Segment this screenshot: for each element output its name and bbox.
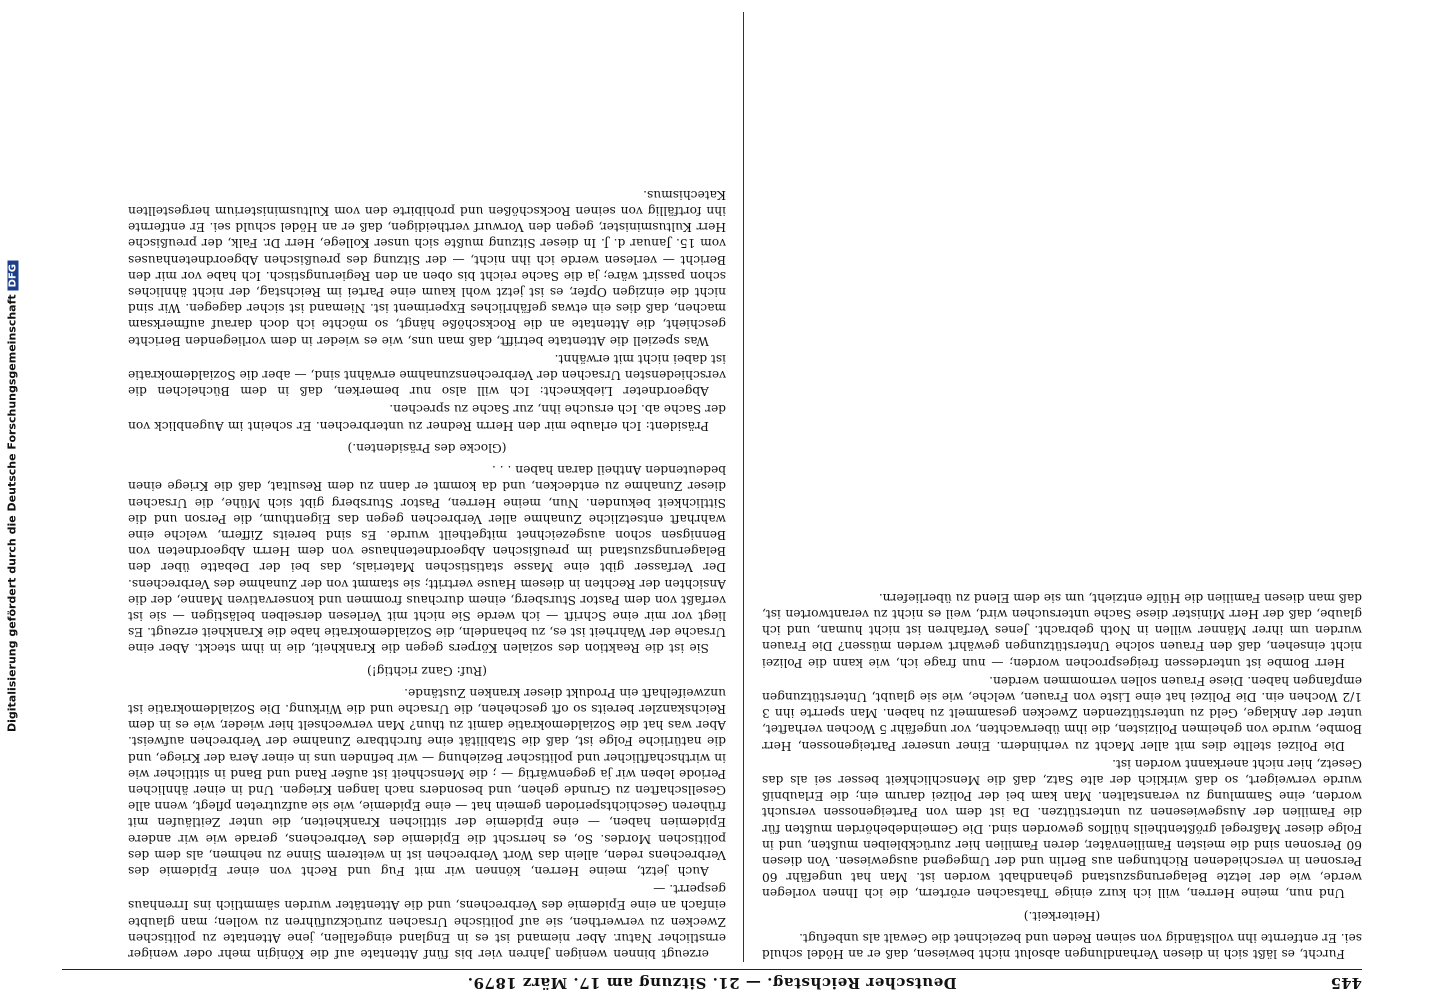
page-header [62,969,1362,992]
paragraph: Abgeordneter Liebknecht: Ich will also nur bemerken, daß in dem Büchelchen die verschiedensten Ursachen der Verbrechenszunahme erwähnt sind, — aber die Sozialdemokratie ist dabei nicht mit erwähnt. [128,351,726,399]
dfg-logo: DFG [8,261,19,290]
paragraph: Die Polizei stellte dies mit aller Macht zu verhindern. Einer unserer Parteigenossen, Herr Bombe, wurde von geheimen Polizisten, die ihm überwachten, vor ungefähr 5 Wochen verhaftet, unter der Anklage, Geld zu unterstützenden Zwecken gesammelt zu haben. Man sperrte ihn 3 1/2 Wochen ein. Die Polizei hat eine Liste von Frauen, welche, wie sie glaubt, Unterstützungen empfangen haben. Diese Frauen sollen vernommen werden. [762,673,1362,753]
interjection: (Heiterkeit.) [1023,908,1101,923]
paragraph: Und nun, meine Herren, will ich kurz einige Thatsachen erörtern, die ich Ihnen vorlegen werde, wie der letzte Belagerungszustand gehandhabt worden ist. Man hat ungefähr 60 Personen in verschiedenen Richtungen aus Berlin und der Umgegend ausgewiesen. Von diesen 60 Personen sind die meisten Familienväter, deren Familien hier zurückbleiben mußten, und in Folge dieser Maßregel größtentheils hülflos geworden sind. Die Gemeindebehörden mußten für die Familien der Ausgewiesenen zu unterstützen. Da ist dem von Parteigenossen versucht worden, eine Sammlung zu veranstalten. Man kam bei der Polizei darum ein; die Erlaubniß wurde verweigert, so daß wirklich der alte Satz, daß die Menschlichkeit besser sei als das Gesetz, hier nicht anerkannt worden ist. [762,756,1362,901]
left-column [762,12,1362,962]
paragraph: Herr Bombe ist unterdessen freigesprochen worden; — nun frage ich, wie kann die Polizei nicht einsehen, daß den Frauen solche Unterstützungen gewährt werden müssen? Die Frauen wurden um ihrer Männer willen in Noth gebracht. Jenes Verfahren ist nicht human, und ich glaube, daß der Herr Minister diese Sache untersuchen wird, weil es nicht zu verantworten ist, daß man diesen Familien die Hülfe entzieht, um sie dem Elend zu überliefern. [762,590,1362,670]
interjection: (Ruf: Ganz richtig!) [366,663,488,678]
column-divider [743,12,744,962]
paragraph: Furcht, es läßt sich in diesen Verhandlungen absolut nicht bewiesen, daß er an Hödel schuld sei. Er entfernte ihn vollständig von seinen Reden und bezeichnet die Gewalt als unbefugt. [762,930,1362,961]
right-column [128,12,726,962]
digitization-credit [2,0,22,1000]
interjection: (Glocke des Präsidenten.) [347,440,507,455]
scanned-page [22,0,1432,1000]
page-number: 445 [1330,974,1362,992]
paragraph: Präsident: Ich erlaube mir den Herrn Redner zu unterbrechen. Er scheint im Augenblick von der Sache ab. Ich ersuche ihn, zur Sache zu sprechen. [128,402,726,433]
paragraph: Auch jetzt, meine Herren, können wir mit Fug und Recht von einer Epidemie des Verbrechens reden, allein das Wort Verbrechen ist in weiterem Sinne zu nehmen, als dem des politischen Mordes. So, es herrscht die Epidemie des Verbrechens, gerade wie wir andere Epidemien haben, — eine Epidemie der sittlichen Krankheiten, die unter Zeitläufen mit früheren Geschichtsperioden gemein hat — eine Epidemie, wie sie aufzutreten pflegt, wenn alle Gesellschaften zu Grunde gehen, und besonders nach langen Kriegen. Und in einer ähnlichen Periode leben wir ja gegenwärtig — ; die Menschheit ist außer Rand und Band in sittlicher wie in wirthschaftlicher und politischer Beziehung — wir befinden uns in einer Aera der Kriege, und die natürliche Folge ist, daß die Stabilität eine furchtbare Zunahme der Verbrechen aufweist. Aber was hat die Sozialdemokratie damit zu thun? Man verwechselt hier wieder, wie es in dem Reichskanzler bereits so oft geschehen, die Ursache und die Wirkung. Die Sozialdemokratie ist unzweifelhaft ein Produkt dieser kranken Zustände. [128,685,726,878]
paragraph: Sie ist die Reaktion des sozialen Körpers gegen die Krankheit, die in ihm steckt. Aber eine Ursache der Wahrheit ist es, zu behandeln, die Sozialdemokratie habe die Krankheit erzeugt. Es liegt vor mir eine Schrift — ich werde Sie nicht mit Verlesen derselben belästigen — sie ist verfaßt von dem Pastor Stursberg, einem durchaus frommen und konservativen Manne, der die Ansichten der Rechten in diesem Hause vertritt; sie stammt von der Zunahme des Verbrechens. Der Verfasser gibt eine Masse statistischen Materials, das bei der Debatte über den Belagerungszustand im preußischen Abgeordnetenhause von dem Herrn Abgeordneten von Bennigsen schon ausgezeichnet mitgetheilt wurde. Es sind bereits Ziffern, welche eine wahrhaft entsetzliche Zunahme aller Verbrechen gegen das Eigenthum, die Person und die Sittlichkeit bekunden. Nun, meine Herren, Pastor Stursberg gibt sich Mühe, die Ursachen dieser Zunahme zu entdecken, und da kommt er dann zu dem Resultat, daß die Kriege einen bedeutenden Antheil daran haben . . . [128,463,726,656]
credit-text: Digitalisierung gefördert durch die Deutsche Forschungsgemeinschaft [5,294,19,733]
paragraph: erzeugt binnen wenigen Jahren vier bis fünf Attentate auf die Königin mehr oder weniger ernstlicher Natur. Aber niemand ist es in England eingefallen, jene Attentate zu politischen Zwecken zu verwerthen, sie auf politische Ursachen zurückzuführen zu wollen; man glaubte einfach an eine Epidemie des Verbrechens, und die Attentäter wurden sämmtlich ins Irrenhaus gesperrt. — [128,882,726,961]
page-title: Deutscher Reichstag. — 21. Sitzung am 17. März 1879. [467,974,957,992]
paragraph: Was speziell die Attentate betrifft, daß man uns, wie es wieder in dem vorliegenden Berichte geschieht, die Attentate an die Rockschöße hängt, so möchte ich doch darauf aufmerksam machen, daß dies ein etwas gefährliches Experiment ist. Niemand ist sicher dagegen. Wir sind nicht die einzigen Opfer, es ist jetzt wohl kaum eine Partei im Reichstag, der nicht ähnliches schon passirt wäre; ja die Sache reicht bis oben an den Regierungstisch. Ich habe vor mir den Bericht — verlesen werde ich ihn nicht, — der Sitzung des preußischen Abgeordnetenhauses vom 15. Januar d. J. In dieser Sitzung mußte sich unser Kollege, Herr Dr. Falk, der preußische Herr Kultusminister, gegen den Vorwurf vertheidigen, daß er an Hödel schuld sei. Er entfernte ihn fortfällig von seinen Rockschößen und prohibirte den vom Kultusministerium hergestellten Katechismus. [128,187,726,348]
